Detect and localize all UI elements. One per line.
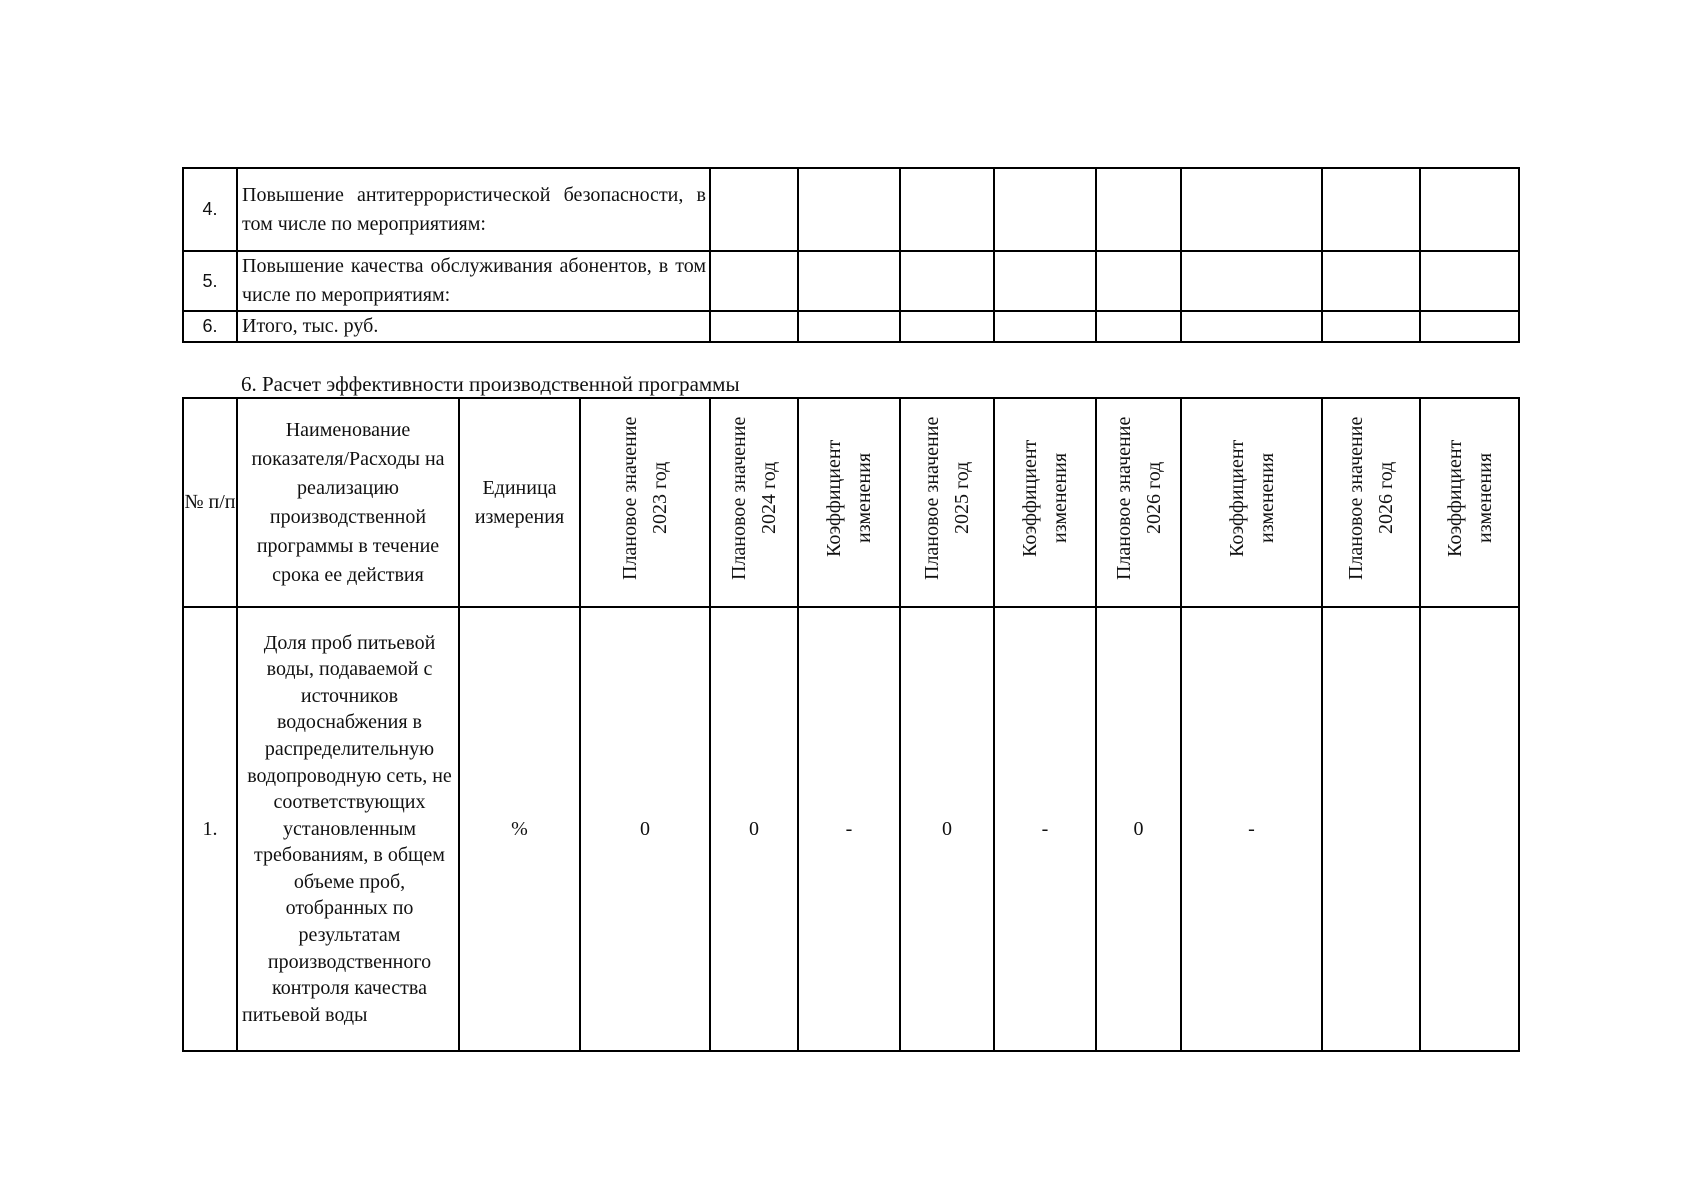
header-col1: Плановое значение 2023 год — [580, 398, 710, 607]
row-text: Итого, тыс. руб. — [237, 311, 710, 342]
costs-table — [182, 167, 1520, 343]
header-col7: Коэффициент изменения — [1181, 398, 1322, 607]
empty-cell — [994, 251, 1096, 311]
header-col9: Коэффициент изменения — [1420, 398, 1519, 607]
header-col5: Коэффициент изменения — [994, 398, 1096, 607]
empty-cell — [798, 251, 900, 311]
section-title: 6. Расчет эффективности производственной программы — [241, 372, 740, 396]
table-row — [183, 607, 1519, 1051]
header-col4: Плановое значение 2025 год — [900, 398, 994, 607]
empty-cell — [900, 251, 994, 311]
cell-value: - — [994, 607, 1096, 1051]
cell-value: 0 — [900, 607, 994, 1051]
empty-cell — [710, 311, 798, 342]
row-number: 6. — [183, 311, 237, 342]
empty-cell — [900, 311, 994, 342]
header-col2: Плановое значение 2024 год — [710, 398, 798, 607]
cell-value: 0 — [1096, 607, 1181, 1051]
row-number: 1. — [183, 607, 237, 1051]
cell-value: 0 — [710, 607, 798, 1051]
table-row — [183, 251, 1519, 311]
header-col3: Коэффициент изменения — [798, 398, 900, 607]
row-unit: % — [459, 607, 580, 1051]
empty-cell — [710, 168, 798, 251]
cell-value — [1420, 607, 1519, 1051]
cell-value — [1322, 607, 1420, 1051]
row-text: Повышение качества обслуживания абонентов, в том числе по мероприятиям: — [237, 251, 710, 311]
header-unit: Единица измерения — [459, 398, 580, 607]
header-col8: Плановое значение 2026 год — [1322, 398, 1420, 607]
empty-cell — [1096, 168, 1181, 251]
empty-cell — [798, 311, 900, 342]
empty-cell — [1420, 168, 1519, 251]
empty-cell — [1420, 251, 1519, 311]
empty-cell — [1096, 311, 1181, 342]
empty-cell — [798, 168, 900, 251]
row-number: 4. — [183, 168, 237, 251]
table-row — [183, 311, 1519, 342]
header-row — [183, 398, 1519, 607]
empty-cell — [1181, 168, 1322, 251]
empty-cell — [994, 168, 1096, 251]
table-row — [183, 168, 1519, 251]
row-text: Повышение антитеррористической безопасности, в том числе по мероприятиям: — [237, 168, 710, 251]
cell-value: - — [1181, 607, 1322, 1051]
cell-value: - — [798, 607, 900, 1051]
empty-cell — [710, 251, 798, 311]
empty-cell — [1181, 251, 1322, 311]
empty-cell — [994, 311, 1096, 342]
cell-value: 0 — [580, 607, 710, 1051]
header-name: Наименование показателя/Расходы на реализацию производственной программы в течение срока ее действия — [237, 398, 459, 607]
empty-cell — [1322, 311, 1420, 342]
empty-cell — [900, 168, 994, 251]
empty-cell — [1096, 251, 1181, 311]
row-number: 5. — [183, 251, 237, 311]
empty-cell — [1322, 251, 1420, 311]
header-num: № п/п — [183, 398, 237, 607]
empty-cell — [1420, 311, 1519, 342]
empty-cell — [1322, 168, 1420, 251]
empty-cell — [1181, 311, 1322, 342]
row-name: Доля проб питьевой воды, подаваемой с источников водоснабжения в распределительную водопроводную сеть, не соответствующих установленным требованиям, в общем объеме проб, отобранных по результатам производственного контроля качества питьевой воды — [237, 607, 459, 1051]
header-col6: Плановое значение 2026 год — [1096, 398, 1181, 607]
efficiency-table — [182, 397, 1520, 1052]
